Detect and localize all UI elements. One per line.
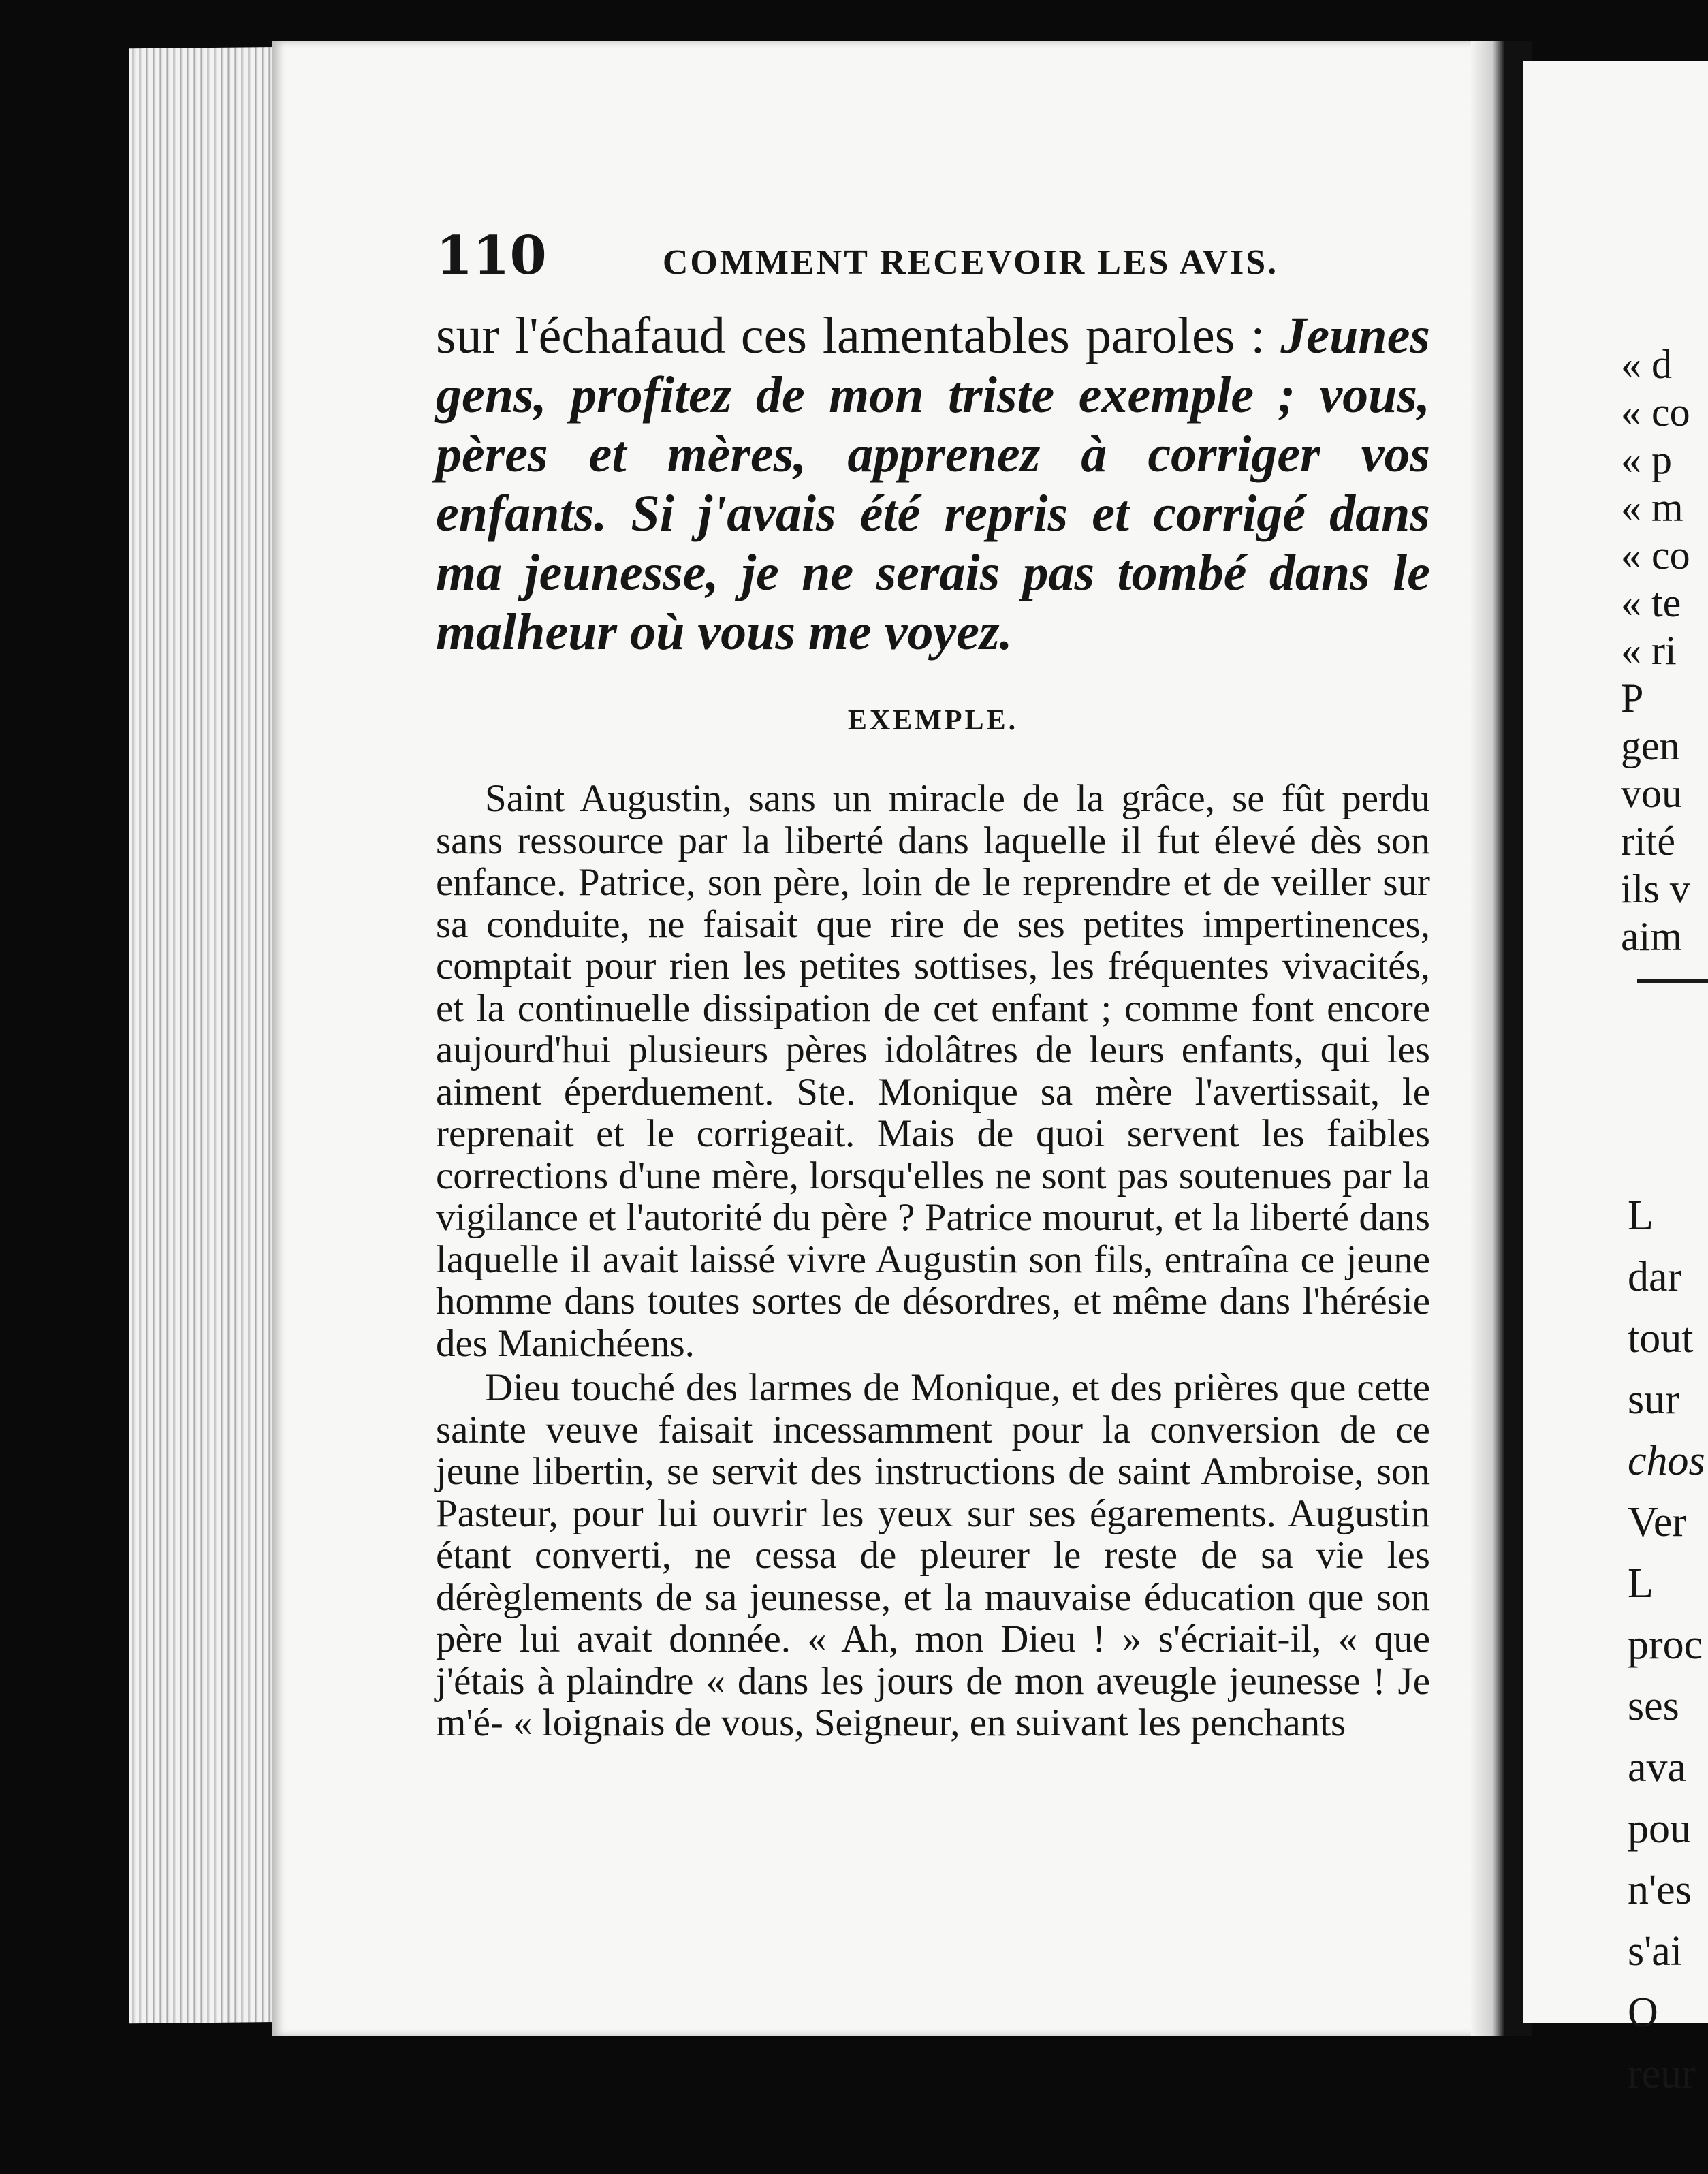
right-line: rité — [1621, 819, 1675, 864]
right-page-rule — [1637, 979, 1708, 983]
right-line: gen — [1621, 723, 1680, 768]
running-title: COMMENT RECEVOIR LES AVIS. — [662, 243, 1279, 282]
right-line: « m — [1621, 485, 1683, 530]
right-line: chos — [1628, 1438, 1705, 1484]
right-line: « co — [1621, 390, 1690, 435]
right-line: O — [1628, 1989, 1658, 2036]
running-head — [436, 225, 1430, 306]
page-edges — [129, 47, 293, 2024]
paragraph-1: Saint Augustin, sans un miracle de la grâce, se fût perdu sans ressource par la liberté dans laquelle il fut élevé dès son enfance. Patrice, son père, loin de le reprendre et de veiller sur sa conduite, ne faisait que rire de ses petites impertinences, comptait pour rien les petites sottises, les fréquentes vivacités, et la continuelle dissipation de cet enfant ; comme font encore aujourd'hui plusieurs pères idolâtres de leurs enfants, qui les aiment éperduement. Ste. Monique sa mère l'avertissait, le reprenait et le corrigeait. Mais de quoi servent les faibles corrections d'une mère, lorsqu'elles ne sont pas soutenues par la vigilance et l'autorité du père ? Patrice mourut, et la liberté dans laquelle il avait laissé vivre Augustin son fils, entraîna ce jeune homme dans toutes sortes de désordres, et même dans l'hérésie des Manichéens. — [436, 777, 1430, 1365]
paragraph-2: Dieu touché des larmes de Monique, et des prières que cette sainte veuve faisait incessamment pour la conversion de ce jeune libertin, se servit des instructions de saint Ambroise, son Pasteur, pour lui ouvrir les yeux sur ses égarements. Augustin étant converti, ne cessa de pleurer le reste de sa vie les dérèglements de sa jeunesse, et la mauvaise éducation que son père lui avait donnée. « Ah, mon Dieu ! » s'écriait-il, « que j'étais à plaindre « dans les jours de mon aveugle jeunesse ! Je m'é- « loignais de vous, Seigneur, en suivant les penchants — [436, 1366, 1430, 1744]
right-line: « p — [1621, 437, 1672, 482]
quote-intro: sur l'échafaud ces lamentables paroles : — [436, 307, 1265, 364]
right-line: « co — [1621, 533, 1690, 578]
right-page-lines-bottom — [1628, 1185, 1708, 2105]
right-page-lines-top — [1621, 341, 1708, 960]
quote-block — [436, 306, 1430, 662]
right-line: reur — [1628, 2051, 1696, 2097]
right-line: P — [1621, 676, 1644, 721]
right-line: n'es — [1628, 1867, 1692, 1913]
right-line: Ver — [1628, 1499, 1687, 1545]
right-line: sur — [1628, 1376, 1679, 1423]
right-line: tout — [1628, 1315, 1694, 1361]
right-line: L — [1628, 1560, 1654, 1607]
right-line: aim — [1621, 914, 1682, 959]
right-line: « ri — [1621, 628, 1677, 673]
right-line: vou — [1621, 771, 1682, 816]
page-number: 110 — [436, 225, 547, 287]
right-line: « te — [1621, 580, 1681, 625]
right-line: proc — [1628, 1622, 1703, 1668]
right-line: ils v — [1621, 866, 1690, 911]
right-line: ava — [1628, 1744, 1687, 1791]
right-line: ses — [1628, 1683, 1679, 1729]
left-page-content — [436, 225, 1430, 1744]
quote-text: Jeunes gens, profitez de mon triste exemple ; vous, pères et mères, apprenez à corriger vos enfants. Si j'avais été repris et corrigé dans ma jeunesse, je ne serais pas tombé dans le malheur où vous me voyez. — [436, 307, 1430, 661]
right-line: L — [1628, 1193, 1654, 1239]
right-line: dar — [1628, 1254, 1682, 1300]
right-line: s'ai — [1628, 1928, 1683, 1974]
section-heading: EXEMPLE. — [847, 705, 1019, 736]
right-line: pou — [1628, 1806, 1691, 1852]
right-line: « d — [1621, 342, 1672, 387]
